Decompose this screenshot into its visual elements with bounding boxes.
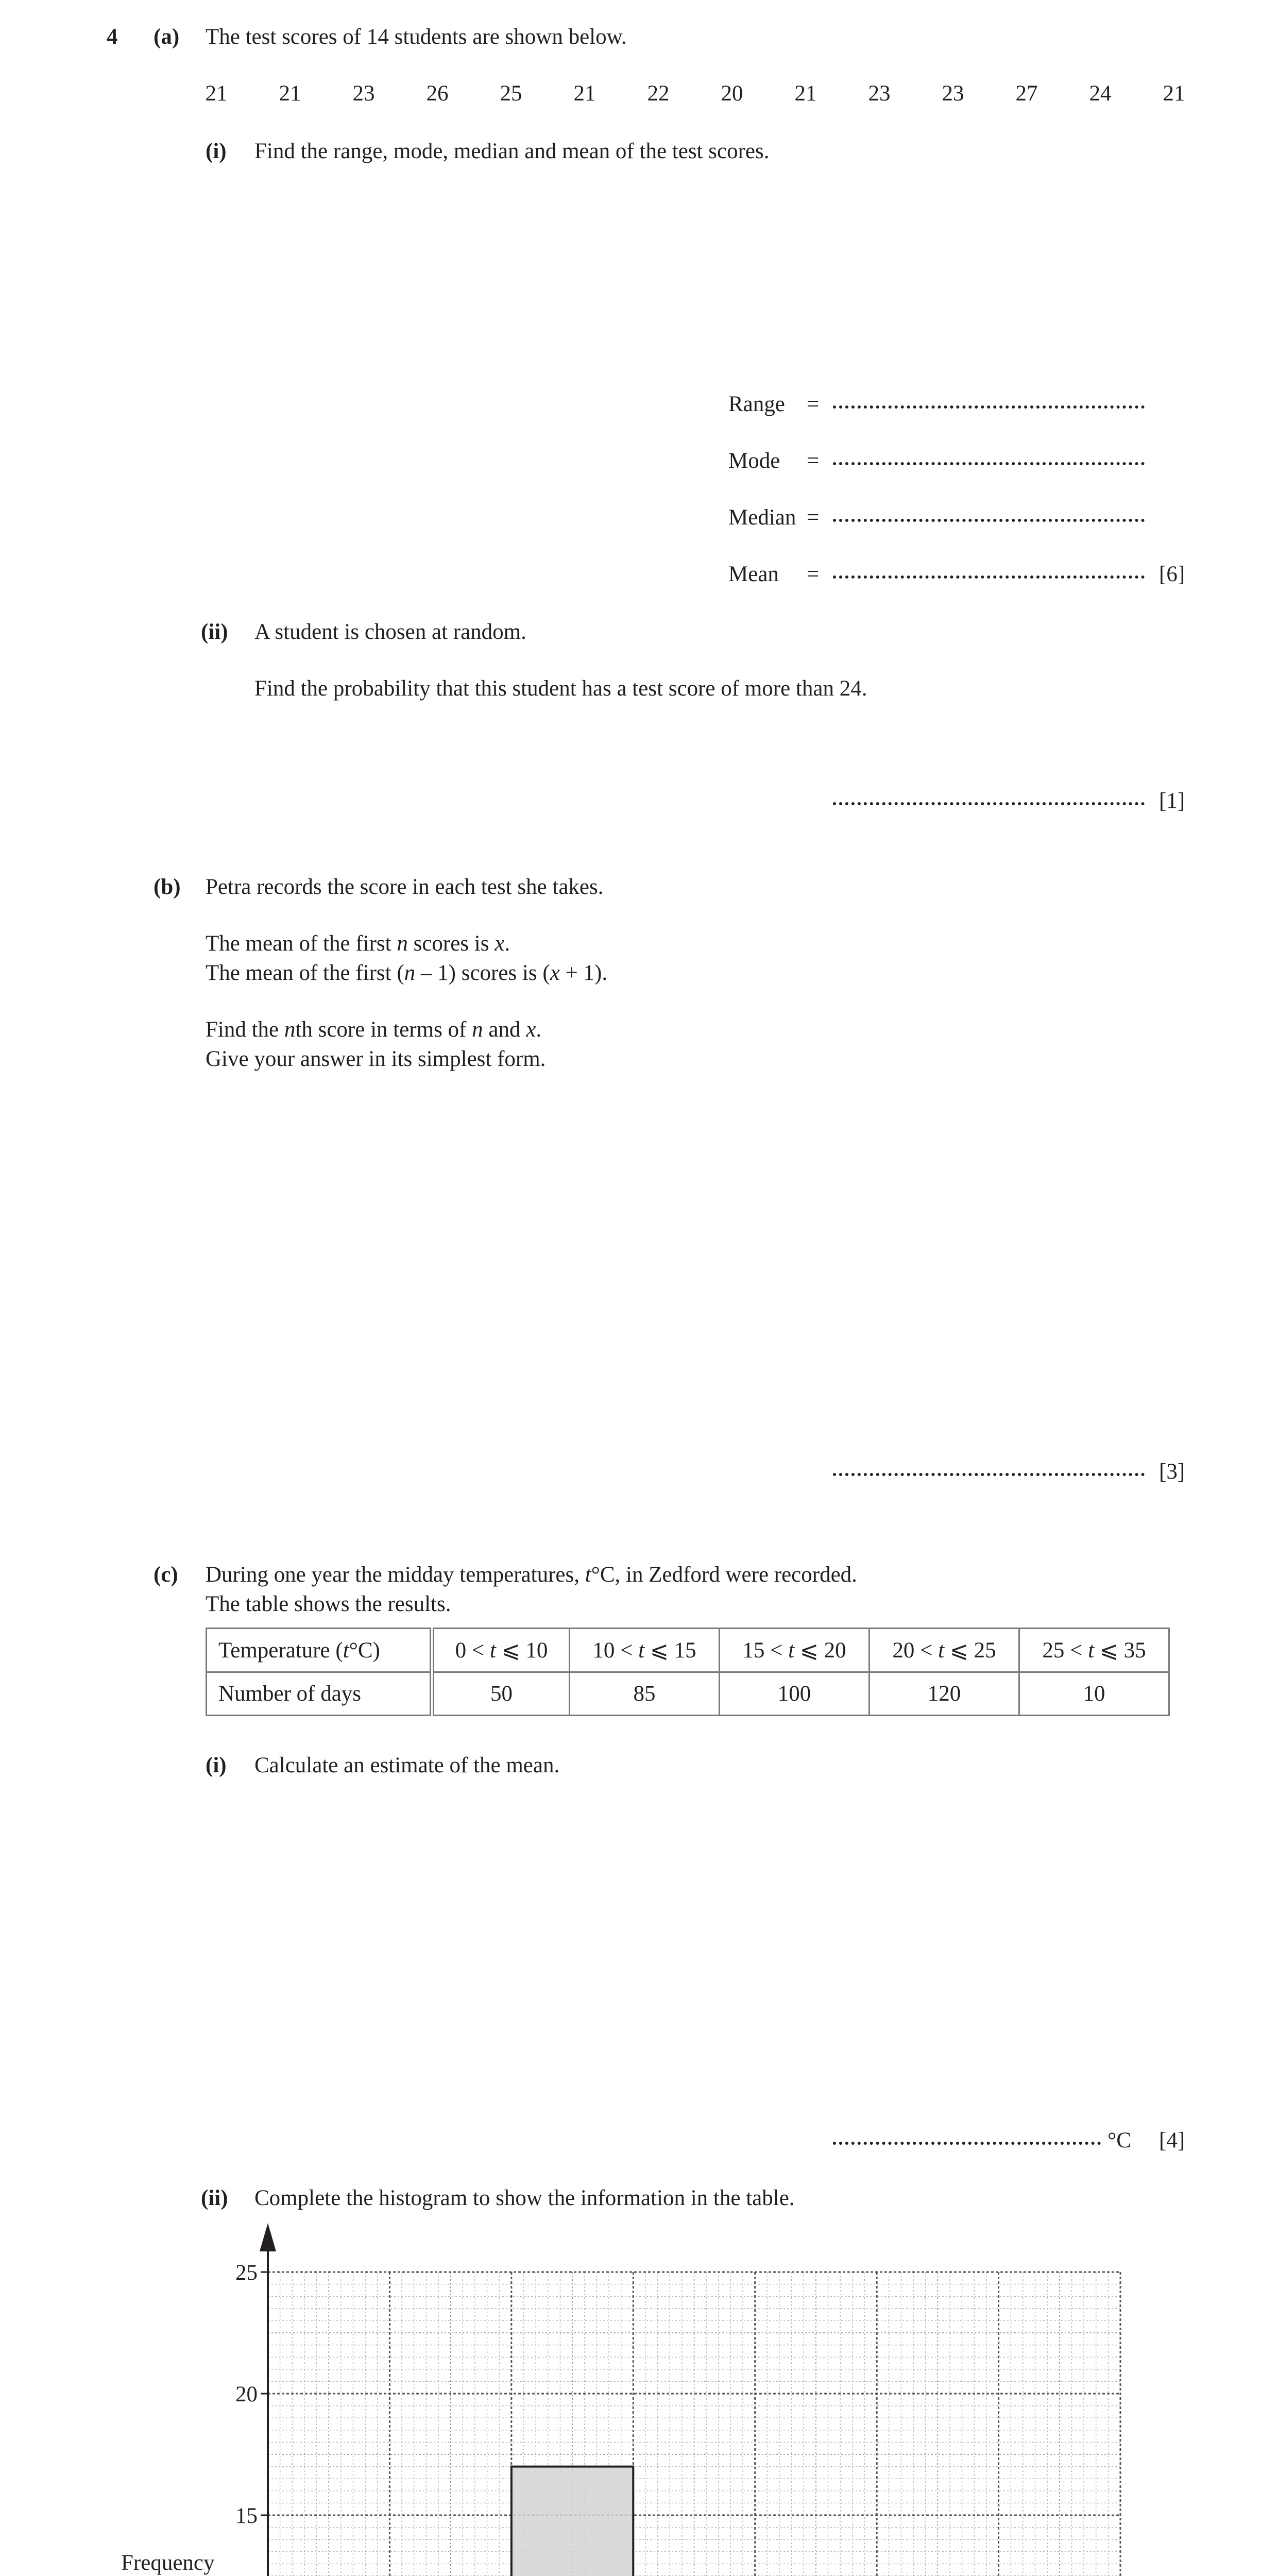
answer-label-median: Median <box>728 505 796 530</box>
answer-label-mean: Mean <box>728 562 779 586</box>
table-cell-interval: 25 < t ⩽ 35 <box>1019 1629 1169 1672</box>
unit-celsius: °C <box>1107 2128 1131 2153</box>
score-value: 21 <box>205 81 228 106</box>
score-value: 23 <box>942 81 964 106</box>
marks-c-i: [4] <box>1159 2128 1185 2153</box>
score-value: 27 <box>1015 81 1038 106</box>
table-cell-days: 100 <box>719 1672 869 1716</box>
part-b-line3: The mean of the first (n – 1) scores is (x + 1). <box>206 961 608 985</box>
y-axis-arrow <box>260 2223 276 2251</box>
part-c-ii-text: Complete the histogram to show the information in the table. <box>254 2186 795 2210</box>
part-b-line4: Find the nth score in terms of n and x. <box>206 1018 542 1042</box>
score-value: 21 <box>1163 81 1185 106</box>
table-cell-interval: 15 < t ⩽ 20 <box>719 1629 869 1672</box>
part-a-ii-label: (ii) <box>201 620 228 644</box>
part-a-ii-line2: Find the probability that this student has a test score of more than 24. <box>254 676 867 701</box>
question-number: 4 <box>107 25 118 49</box>
part-c-i-text: Calculate an estimate of the mean. <box>254 1753 560 1777</box>
part-c-ii-label: (ii) <box>201 2186 228 2210</box>
part-a-ii-line1: A student is chosen at random. <box>254 620 526 644</box>
axes <box>260 2223 1169 2576</box>
answer-equals: = <box>807 562 820 586</box>
part-c-line2: The table shows the results. <box>206 1592 451 1616</box>
y-tick-label: 25 <box>235 2261 258 2285</box>
y-axis-label-line1: Frequency <box>121 2551 215 2575</box>
table-cell-days: 50 <box>432 1672 570 1716</box>
score-value: 21 <box>794 81 817 106</box>
table-cell-interval: 20 < t ⩽ 25 <box>869 1629 1019 1672</box>
marks-a-ii: [1] <box>1159 789 1185 813</box>
table-cell-days: 10 <box>1019 1672 1169 1716</box>
answer-label-range: Range <box>728 392 785 416</box>
score-value: 20 <box>721 81 743 106</box>
score-value: 22 <box>647 81 670 106</box>
y-tick-label: 20 <box>235 2382 258 2406</box>
grid-mid <box>268 2272 1120 2576</box>
part-a-i-text: Find the range, mode, median and mean of the test scores. <box>254 139 770 163</box>
score-value: 23 <box>352 81 375 106</box>
score-value: 21 <box>279 81 301 106</box>
bars <box>512 2467 633 2576</box>
table-cell-interval: 0 < t ⩽ 10 <box>432 1629 570 1672</box>
score-value: 25 <box>500 81 522 106</box>
part-a-i-label: (i) <box>206 139 227 163</box>
tick-labels <box>235 2261 1132 2576</box>
table-cell-days: 120 <box>869 1672 1019 1716</box>
score-value: 23 <box>868 81 891 106</box>
answer-equals: = <box>807 505 820 530</box>
histogram-bar <box>512 2467 633 2576</box>
score-value: 26 <box>426 81 449 106</box>
table-header-temperature: Temperature (t°C) <box>207 1629 432 1672</box>
table-cell-days: 85 <box>569 1672 719 1716</box>
part-b-line2: The mean of the first n scores is x. <box>206 931 510 956</box>
score-value: 24 <box>1089 81 1112 106</box>
score-value: 21 <box>573 81 596 106</box>
part-a-intro: The test scores of 14 students are shown below. <box>206 25 627 49</box>
answer-equals: = <box>807 392 820 416</box>
part-b-label: (b) <box>154 875 181 899</box>
marks-b: [3] <box>1159 1460 1185 1484</box>
part-a-label: (a) <box>154 25 180 49</box>
part-c-i-label: (i) <box>206 1753 227 1777</box>
answer-equals: = <box>807 449 820 473</box>
part-b-line5: Give your answer in its simplest form. <box>206 1047 546 1071</box>
part-b-line1: Petra records the score in each test she takes. <box>206 875 604 899</box>
marks-a-i: [6] <box>1159 562 1185 586</box>
part-c-label: (c) <box>154 1563 178 1587</box>
part-c-line1: During one year the midday temperatures, t°C, in Zedford were recorded. <box>206 1563 857 1587</box>
table-header-days: Number of days <box>207 1672 432 1716</box>
y-tick-label: 15 <box>235 2504 258 2528</box>
answer-label-mode: Mode <box>728 449 780 473</box>
table-cell-interval: 10 < t ⩽ 15 <box>569 1629 719 1672</box>
